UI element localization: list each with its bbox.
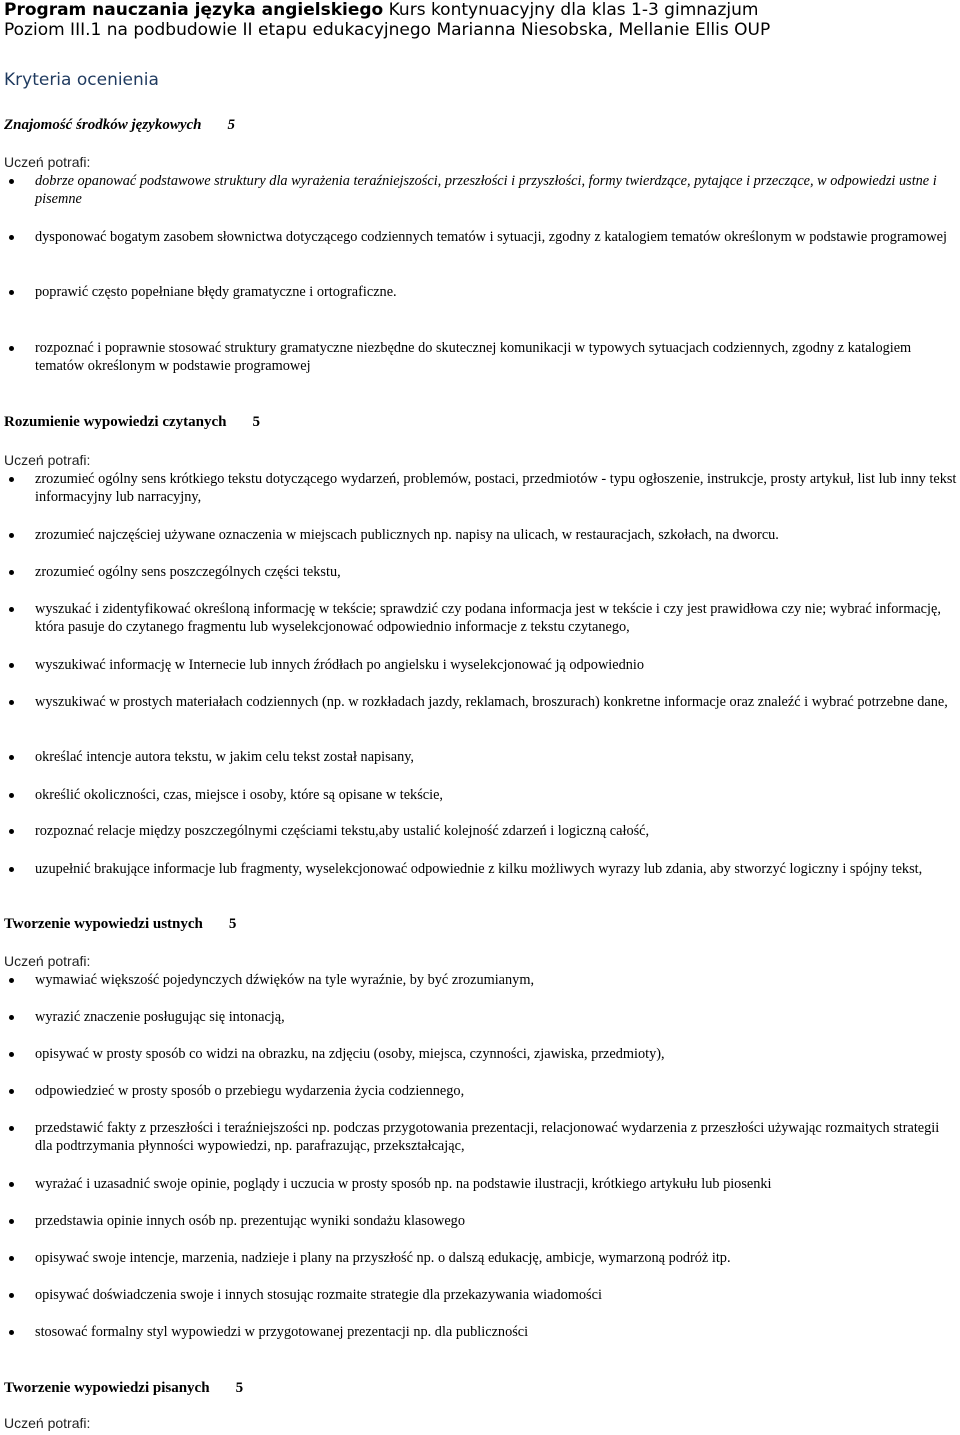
list-item: wymawiać większość pojedynczych dźwięków na tyle wyraźnie, by być zrozumianym,	[35, 971, 958, 989]
section-score: 5	[235, 1380, 244, 1396]
list-item: przedstawić fakty z przeszłości i teraźniejszości np. podczas przygotowania prezentacji, relacjonować wydarzenia z przeszłości używając rozmaitych strategii dla podtrzymania płynności wypowiedzi, np. parafrazując, przekształcając,	[35, 1119, 958, 1155]
section-title-text: Tworzenie wypowiedzi ustnych	[4, 916, 203, 932]
section-score: 5	[227, 117, 235, 133]
section-intro: Uczeń potrafi:	[4, 953, 91, 969]
list-item: przedstawia opinie innych osób np. prezentując wyniki sondażu klasowego	[35, 1212, 958, 1230]
list-item: wyrazić znaczenie posługując się intonacją,	[35, 1008, 958, 1026]
list-item: zrozumieć ogólny sens poszczególnych części tekstu,	[35, 563, 958, 581]
section-title-text: Rozumienie wypowiedzi czytanych	[4, 414, 227, 430]
list-item: wyszukiwać informację w Internecie lub innych źródłach po angielsku i wyselekcjonować ją odpowiednio	[35, 656, 958, 674]
list-item: uzupełnić brakujące informacje lub fragmenty, wyselekcjonować odpowiednie z kilku możliwych wyrazy lub zdania, aby stworzyć logiczny i spójny tekst,	[35, 860, 958, 878]
list-item: rozpoznać i poprawnie stosować struktury gramatyczne niezbędne do skutecznej komunikacji w typowych sytuacjach codziennych, zgodny z katalogiem tematów określonym w podstawie programowej	[35, 339, 958, 375]
list-item: odpowiedzieć w prosty sposób o przebiegu wydarzenia życia codziennego,	[35, 1082, 958, 1100]
list-item: zrozumieć najczęściej używane oznaczenia w miejscach publicznych np. napisy na ulicach, w restauracjach, szkołach, na dworcu.	[35, 526, 958, 544]
section-score: 5	[252, 414, 260, 430]
list-item: stosować formalny styl wypowiedzi w przygotowanej prezentacji np. dla publiczności	[35, 1323, 958, 1341]
list-item: wyszukać i zidentyfikować określoną informację w tekście; sprawdzić czy podana informacja jest w tekście i czy jest prawidłowa czy nie; wybrać informację, która pasuje do czytanego fragmentu lub wyselekcjonować odpowiednio informacje z tekstu czytanego,	[35, 600, 958, 636]
section-title-reading	[4, 413, 260, 431]
list-item: dysponować bogatym zasobem słownictwa dotyczącego codziennych tematów i sytuacji, zgodny z katalogiem tematów określonym w podstawie programowej	[35, 228, 958, 246]
course-subtitle: Kurs kontynuacyjny dla klas 1-3 gimnazjum	[383, 0, 759, 20]
section-title-speaking	[4, 915, 236, 933]
section-score: 5	[228, 916, 237, 932]
program-title: Program nauczania języka angielskiego	[4, 0, 384, 20]
list-item: opisywać swoje intencje, marzenia, nadzieje i plany na przyszłość np. o dalszą edukację, ambicje, wymarzoną podróż itp.	[35, 1249, 958, 1267]
list-item: wyrażać i uzasadnić swoje opinie, poglądy i uczucia w prosty sposób np. na podstawie ilustracji, krótkiego artykułu lub piosenki	[35, 1175, 958, 1193]
list-item: poprawić często popełniane błędy gramatyczne i ortograficzne.	[35, 283, 958, 301]
criteria-title: Kryteria ocenienia	[4, 70, 159, 90]
list-item: opisywać w prosty sposób co widzi na obrazku, na zdjęciu (osoby, miejsca, czynności, zjawiska, przedmioty),	[35, 1045, 958, 1063]
section-intro: Uczeń potrafi:	[4, 154, 91, 170]
list-item: rozpoznać relacje między poszczególnymi częściami tekstu,aby ustalić kolejność zdarzeń i logiczną całość,	[35, 822, 958, 840]
list-item: zrozumieć ogólny sens krótkiego tekstu dotyczącego wydarzeń, problemów, postaci, przedmiotów - typu ogłoszenie, instrukcje, prosty artykuł, list lub inny tekst informacyjny lub narracyjny,	[35, 471, 957, 505]
section-intro: Uczeń potrafi:	[4, 1415, 91, 1431]
document-header-line-1	[4, 0, 758, 20]
section-title-text: Tworzenie wypowiedzi pisanych	[4, 1380, 210, 1396]
list-item: określać intencje autora tekstu, w jakim celu tekst został napisany,	[35, 748, 958, 766]
list-item: opisywać doświadczenia swoje i innych stosując rozmaite strategie dla przekazywania wiadomości	[35, 1286, 958, 1304]
section-intro: Uczeń potrafi:	[4, 452, 91, 468]
list-item: określić okoliczności, czas, miejsce i osoby, które są opisane w tekście,	[35, 786, 958, 804]
list-item: wyszukiwać w prostych materiałach codziennych (np. w rozkładach jazdy, reklamach, broszurach) konkretne informacje oraz znaleźć i wybrać potrzebne dane,	[35, 693, 958, 711]
document-header-line-2: Poziom III.1 na podbudowie II etapu edukacyjnego Marianna Niesobska, Mellanie Ellis OUP	[4, 20, 771, 40]
section-title-text: Znajomość środków językowych	[4, 117, 202, 133]
list-item: dobrze opanować podstawowe struktury dla wyrażenia teraźniejszości, przeszłości i przyszłości, formy twierdzące, pytające i przeczące, w odpowiedzi ustne i pisemne	[35, 172, 958, 208]
section-title-language-means	[4, 116, 235, 134]
section-title-writing	[4, 1379, 243, 1397]
